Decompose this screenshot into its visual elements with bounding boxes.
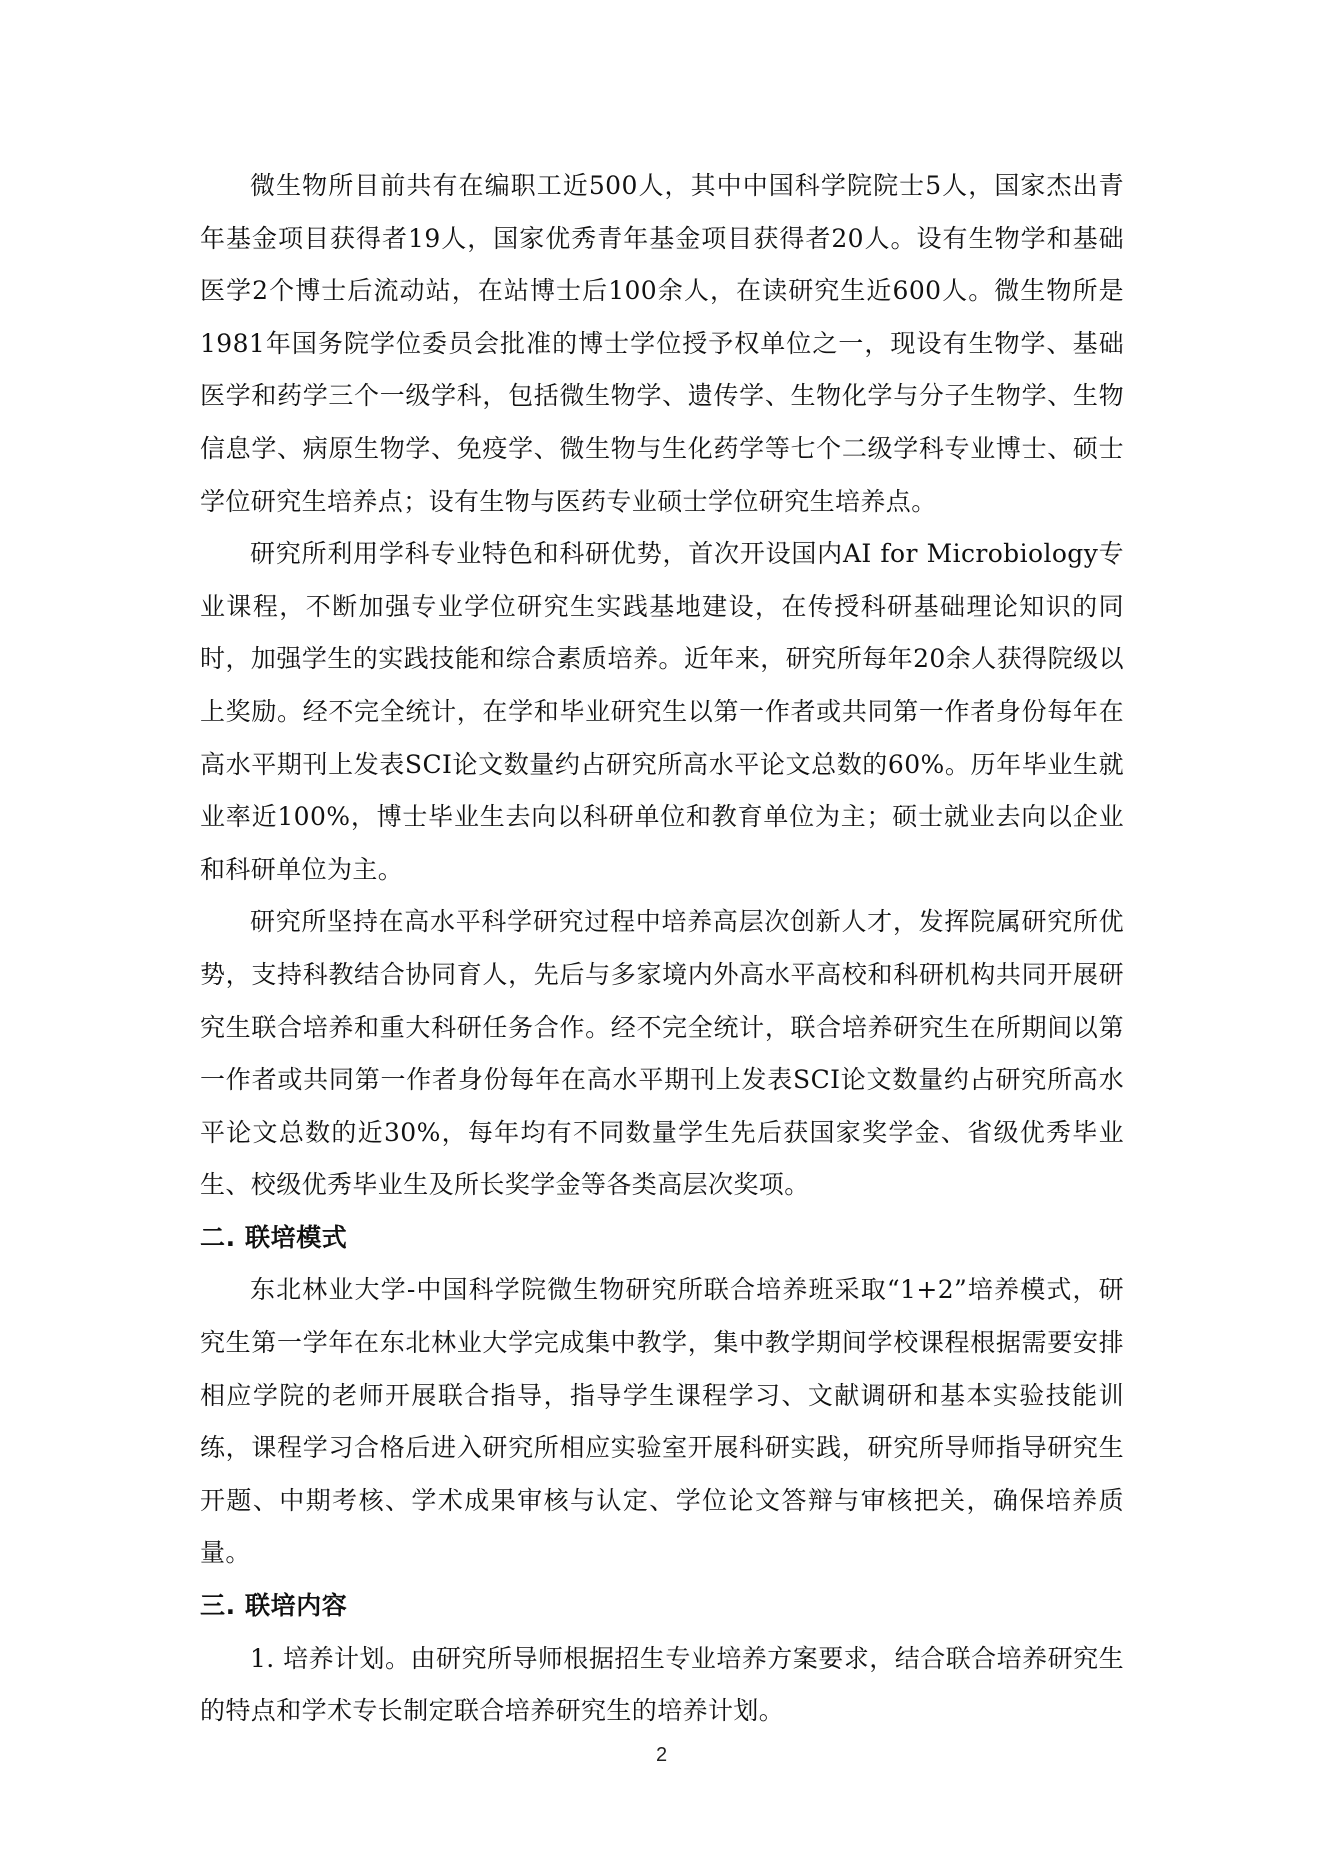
section-heading-joint-content: 三. 联培内容 <box>200 1591 348 1621</box>
paragraph-joint-training-achievements: 研究所坚持在高水平科学研究过程中培养高层次创新人才，发挥院属研究所优势，支持科教结合协同育人，先后与多家境内外高水平高校和科研机构共同开展研究生联合培养和重大科研任务合作。经不完全统计，联合培养研究生在所期间以第一作者或共同第一作者身份每年在高水平期刊上发表SCI论文数量约占研究所高水平论文总数的近30%，每年均有不同数量学生先后获国家奖学金、省级优秀毕业生、校级优秀毕业生及所长奖学金等各类高层次奖项。 <box>200 907 1124 1200</box>
paragraph-courses-and-outcomes: 研究所利用学科专业特色和科研优势，首次开设国内AI for Microbiology专业课程，不断加强专业学位研究生实践基地建设，在传授科研基础理论知识的同时，加强学生的实践技能和综合素质培养。近年来，研究所每年20余人获得院级以上奖励。经不完全统计，在学和毕业研究生以第一作者或共同第一作者身份每年在高水平期刊上发表SCI论文数量约占研究所高水平论文总数的60%。历年毕业生就业率近100%，博士毕业生去向以科研单位和教育单位为主；硕士就业去向以企业和科研单位为主。 <box>200 539 1124 884</box>
paragraph-joint-mode: 东北林业大学-中国科学院微生物研究所联合培养班采取“1+2”培养模式，研究生第一学年在东北林业大学完成集中教学，集中教学期间学校课程根据需要安排相应学院的老师开展联合指导，指导学生课程学习、文献调研和基本实验技能训练，课程学习合格后进入研究所相应实验室开展科研实践，研究所导师指导研究生开题、中期考核、学术成果审核与认定、学位论文答辩与审核把关，确保培养质量。 <box>200 1275 1124 1568</box>
paragraph-training-plan: 1. 培养计划。由研究所导师根据招生专业培养方案要求，结合联合培养研究生的特点和学术专长制定联合培养研究生的培养计划。 <box>200 1643 1124 1726</box>
paragraph-staff-overview: 微生物所目前共有在编职工近500人，其中中国科学院院士5人，国家杰出青年基金项目获得者19人，国家优秀青年基金项目获得者20人。设有生物学和基础医学2个博士后流动站，在站博士后100余人，在读研究生近600人。微生物所是1981年国务院学位委员会批准的博士学位授予权单位之一，现设有生物学、基础医学和药学三个一级学科，包括微生物学、遗传学、生物化学与分子生物学、生物信息学、病原生物学、免疫学、微生物与生化药学等七个二级学科专业博士、硕士学位研究生培养点；设有生物与医药专业硕士学位研究生培养点。 <box>200 171 1124 516</box>
page-number: 2 <box>655 1744 668 1766</box>
page-content <box>200 160 1124 1738</box>
section-heading-joint-mode: 二. 联培模式 <box>200 1222 348 1252</box>
